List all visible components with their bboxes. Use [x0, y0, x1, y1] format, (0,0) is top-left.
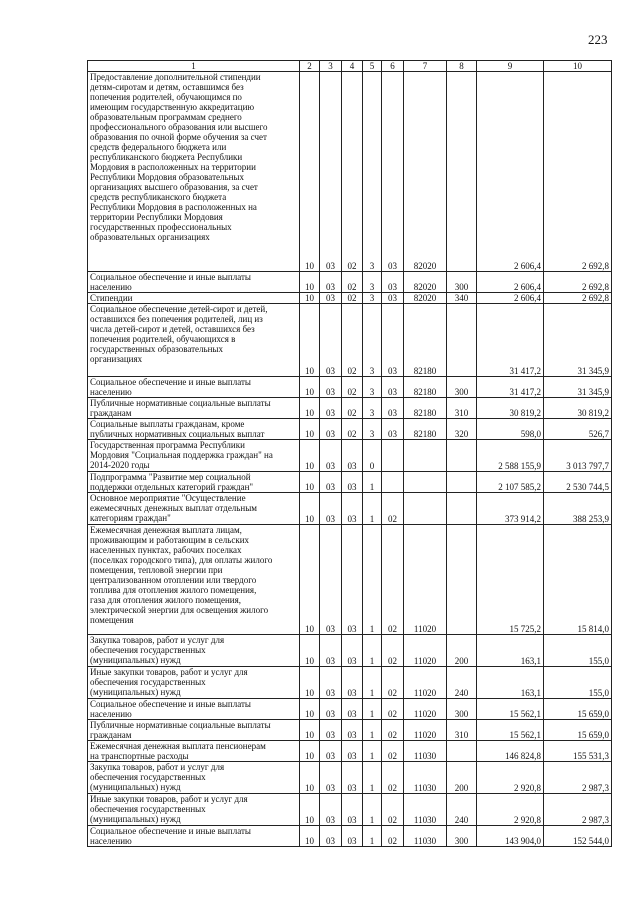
subsection-cell: 03	[320, 272, 342, 293]
subsection-cell: 03	[320, 398, 342, 419]
activity-cell: 03	[382, 377, 404, 398]
direction-cell: 82180	[404, 398, 447, 419]
program-cell: 1	[363, 667, 382, 699]
program-cell: 3	[363, 293, 382, 304]
expense-type-cell	[447, 472, 477, 493]
header-cell: 9	[477, 61, 544, 72]
target-article-cell: 02	[342, 419, 363, 440]
amount-2020-cell: 2 987,3	[544, 794, 612, 826]
header-cell: 4	[342, 61, 363, 72]
target-article-cell: 03	[342, 667, 363, 699]
amount-2019-cell: 143 904,0	[477, 826, 544, 847]
section-cell: 10	[300, 794, 320, 826]
header-cell: 10	[544, 61, 612, 72]
item-name-cell: Ежемесячная денежная выплата лицам, проживающим и работающим в сельских населенных пунктах, рабочих поселках (поселках городского типа), для оплаты жилого помещения, тепловой энергии при централизованном отоплении или твердого топлива для отопления жилого помещения, газа для отопления жилого помещения, электрической энергии для освещения жилого помещения	[88, 525, 300, 635]
table-row	[88, 762, 612, 794]
amount-2019-cell: 373 914,2	[477, 493, 544, 525]
target-article-cell: 03	[342, 720, 363, 741]
program-cell: 1	[363, 762, 382, 794]
activity-cell: 03	[382, 419, 404, 440]
activity-cell: 03	[382, 293, 404, 304]
section-cell: 10	[300, 304, 320, 377]
section-cell: 10	[300, 377, 320, 398]
section-cell: 10	[300, 293, 320, 304]
item-name-cell: Социальное обеспечение детей-сирот и детей, оставшихся без попечения родителей, лиц из числа детей-сирот и детей, оставшихся без попечения родителей, обучающихся в государственных образовательных организациях	[88, 304, 300, 377]
program-cell: 3	[363, 419, 382, 440]
amount-2020-cell: 30 819,2	[544, 398, 612, 419]
table-row	[88, 419, 612, 440]
table-row	[88, 398, 612, 419]
subsection-cell: 03	[320, 525, 342, 635]
target-article-cell: 03	[342, 794, 363, 826]
table-row	[88, 472, 612, 493]
header-cell: 3	[320, 61, 342, 72]
activity-cell: 03	[382, 72, 404, 272]
activity-cell: 02	[382, 762, 404, 794]
item-name-cell: Предоставление дополнительной стипендии детям-сиротам и детям, оставшимся без попечения родителей, обучающимся по имеющим государственную аккредитацию образовательным программам среднего профессионального образования или высшего образования по очной форме обучения за счет средств федерального бюджета или республиканского бюджета Республики Мордовия в расположенных на территории Республики Мордовия образовательных организациях высшего образования, за счет средств республиканского бюджета Республики Мордовия в расположенных на территории Республики Мордовия государственных профессиональных образовательных организациях	[88, 72, 300, 272]
direction-cell: 82180	[404, 419, 447, 440]
amount-2020-cell: 526,7	[544, 419, 612, 440]
section-cell: 10	[300, 762, 320, 794]
subsection-cell: 03	[320, 72, 342, 272]
direction-cell: 11020	[404, 720, 447, 741]
activity-cell	[382, 440, 404, 472]
header-cell: 7	[404, 61, 447, 72]
amount-2019-cell: 2 606,4	[477, 272, 544, 293]
program-cell: 3	[363, 398, 382, 419]
table-row	[88, 635, 612, 667]
table-row	[88, 699, 612, 720]
direction-cell	[404, 493, 447, 525]
program-cell: 1	[363, 794, 382, 826]
section-cell: 10	[300, 440, 320, 472]
item-name-cell: Основное мероприятие "Осуществление ежемесячных денежных выплат отдельным категориям граждан"	[88, 493, 300, 525]
amount-2019-cell: 2 606,4	[477, 293, 544, 304]
section-cell: 10	[300, 741, 320, 762]
target-article-cell: 02	[342, 272, 363, 293]
target-article-cell: 02	[342, 304, 363, 377]
section-cell: 10	[300, 398, 320, 419]
header-cell: 1	[88, 61, 300, 72]
section-cell: 10	[300, 72, 320, 272]
table-row	[88, 794, 612, 826]
section-cell: 10	[300, 472, 320, 493]
item-name-cell: Социальное обеспечение и иные выплаты населению	[88, 272, 300, 293]
item-name-cell: Закупка товаров, работ и услуг для обеспечения государственных (муниципальных) нужд	[88, 635, 300, 667]
table-row	[88, 525, 612, 635]
amount-2020-cell: 152 544,0	[544, 826, 612, 847]
program-cell: 1	[363, 493, 382, 525]
table-header-row	[88, 61, 612, 72]
item-name-cell: Публичные нормативные социальные выплаты гражданам	[88, 720, 300, 741]
amount-2020-cell: 2 692,8	[544, 293, 612, 304]
target-article-cell: 03	[342, 440, 363, 472]
expense-type-cell	[447, 525, 477, 635]
target-article-cell: 03	[342, 525, 363, 635]
target-article-cell: 03	[342, 472, 363, 493]
item-name-cell: Ежемесячная денежная выплата пенсионерам на транспортные расходы	[88, 741, 300, 762]
subsection-cell: 03	[320, 304, 342, 377]
item-name-cell: Публичные нормативные социальные выплаты гражданам	[88, 398, 300, 419]
amount-2020-cell: 31 345,9	[544, 377, 612, 398]
expense-type-cell: 340	[447, 293, 477, 304]
amount-2019-cell: 31 417,2	[477, 377, 544, 398]
table-row	[88, 741, 612, 762]
amount-2019-cell: 163,1	[477, 667, 544, 699]
amount-2020-cell: 2 692,8	[544, 72, 612, 272]
section-cell: 10	[300, 525, 320, 635]
expense-type-cell: 200	[447, 635, 477, 667]
program-cell: 3	[363, 377, 382, 398]
expense-type-cell	[447, 304, 477, 377]
header-cell: 2	[300, 61, 320, 72]
budget-table	[87, 60, 612, 847]
subsection-cell: 03	[320, 720, 342, 741]
direction-cell: 11020	[404, 525, 447, 635]
amount-2020-cell: 388 253,9	[544, 493, 612, 525]
subsection-cell: 03	[320, 794, 342, 826]
program-cell: 1	[363, 826, 382, 847]
expense-type-cell: 300	[447, 272, 477, 293]
amount-2019-cell: 15 725,2	[477, 525, 544, 635]
expense-type-cell	[447, 493, 477, 525]
expense-type-cell: 310	[447, 720, 477, 741]
subsection-cell: 03	[320, 667, 342, 699]
item-name-cell: Закупка товаров, работ и услуг для обеспечения государственных (муниципальных) нужд	[88, 762, 300, 794]
table-row	[88, 293, 612, 304]
section-cell: 10	[300, 272, 320, 293]
amount-2020-cell: 15 659,0	[544, 720, 612, 741]
direction-cell: 82020	[404, 272, 447, 293]
item-name-cell: Государственная программа Республики Мордовия "Социальная поддержка граждан" на 2014-2020 годы	[88, 440, 300, 472]
subsection-cell: 03	[320, 699, 342, 720]
amount-2019-cell: 15 562,1	[477, 720, 544, 741]
expense-type-cell: 240	[447, 794, 477, 826]
direction-cell: 11020	[404, 699, 447, 720]
amount-2020-cell: 15 659,0	[544, 699, 612, 720]
amount-2020-cell: 2 692,8	[544, 272, 612, 293]
expense-type-cell: 200	[447, 762, 477, 794]
amount-2019-cell: 2 588 155,9	[477, 440, 544, 472]
direction-cell	[404, 440, 447, 472]
header-cell: 5	[363, 61, 382, 72]
amount-2019-cell: 15 562,1	[477, 699, 544, 720]
amount-2020-cell: 15 814,0	[544, 525, 612, 635]
direction-cell: 82180	[404, 377, 447, 398]
amount-2020-cell: 2 987,3	[544, 762, 612, 794]
target-article-cell: 02	[342, 293, 363, 304]
item-name-cell: Социальное обеспечение и иные выплаты населению	[88, 377, 300, 398]
activity-cell: 03	[382, 304, 404, 377]
direction-cell: 11030	[404, 794, 447, 826]
amount-2020-cell: 3 013 797,7	[544, 440, 612, 472]
section-cell: 10	[300, 635, 320, 667]
program-cell: 1	[363, 741, 382, 762]
target-article-cell: 02	[342, 377, 363, 398]
section-cell: 10	[300, 493, 320, 525]
item-name-cell: Социальное обеспечение и иные выплаты населению	[88, 699, 300, 720]
program-cell: 3	[363, 272, 382, 293]
item-name-cell: Социальные выплаты гражданам, кроме публичных нормативных социальных выплат	[88, 419, 300, 440]
program-cell: 1	[363, 525, 382, 635]
page-number: 223	[588, 32, 608, 47]
activity-cell: 02	[382, 794, 404, 826]
target-article-cell: 03	[342, 762, 363, 794]
section-cell: 10	[300, 699, 320, 720]
subsection-cell: 03	[320, 493, 342, 525]
amount-2020-cell: 155,0	[544, 667, 612, 699]
table-row	[88, 493, 612, 525]
target-article-cell: 03	[342, 741, 363, 762]
target-article-cell: 03	[342, 493, 363, 525]
direction-cell: 82180	[404, 304, 447, 377]
program-cell: 0	[363, 440, 382, 472]
subsection-cell: 03	[320, 635, 342, 667]
target-article-cell: 03	[342, 699, 363, 720]
expense-type-cell	[447, 72, 477, 272]
amount-2019-cell: 2 920,8	[477, 762, 544, 794]
activity-cell: 02	[382, 699, 404, 720]
activity-cell: 03	[382, 272, 404, 293]
amount-2019-cell: 2 920,8	[477, 794, 544, 826]
amount-2020-cell: 155,0	[544, 635, 612, 667]
direction-cell: 82020	[404, 72, 447, 272]
table-row	[88, 667, 612, 699]
program-cell: 1	[363, 699, 382, 720]
activity-cell: 02	[382, 667, 404, 699]
direction-cell: 11030	[404, 741, 447, 762]
expense-type-cell: 300	[447, 699, 477, 720]
direction-cell: 11030	[404, 826, 447, 847]
table-row	[88, 440, 612, 472]
amount-2019-cell: 2 107 585,2	[477, 472, 544, 493]
item-name-cell: Иные закупки товаров, работ и услуг для обеспечения государственных (муниципальных) нужд	[88, 667, 300, 699]
amount-2019-cell: 146 824,8	[477, 741, 544, 762]
table-row	[88, 826, 612, 847]
item-name-cell: Подпрограмма "Развитие мер социальной поддержки отдельных категорий граждан"	[88, 472, 300, 493]
expense-type-cell	[447, 741, 477, 762]
program-cell: 1	[363, 720, 382, 741]
subsection-cell: 03	[320, 826, 342, 847]
section-cell: 10	[300, 419, 320, 440]
target-article-cell: 02	[342, 398, 363, 419]
amount-2019-cell: 30 819,2	[477, 398, 544, 419]
item-name-cell: Стипендии	[88, 293, 300, 304]
subsection-cell: 03	[320, 440, 342, 472]
direction-cell: 82020	[404, 293, 447, 304]
expense-type-cell: 300	[447, 826, 477, 847]
table-row	[88, 304, 612, 377]
target-article-cell: 03	[342, 635, 363, 667]
subsection-cell: 03	[320, 377, 342, 398]
section-cell: 10	[300, 720, 320, 741]
activity-cell: 02	[382, 741, 404, 762]
subsection-cell: 03	[320, 762, 342, 794]
expense-type-cell: 320	[447, 419, 477, 440]
subsection-cell: 03	[320, 293, 342, 304]
table-row	[88, 72, 612, 272]
direction-cell: 11030	[404, 762, 447, 794]
amount-2020-cell: 155 531,3	[544, 741, 612, 762]
target-article-cell: 03	[342, 826, 363, 847]
table-body	[88, 72, 612, 847]
item-name-cell: Социальное обеспечение и иные выплаты населению	[88, 826, 300, 847]
table-row	[88, 377, 612, 398]
program-cell: 3	[363, 72, 382, 272]
program-cell: 1	[363, 635, 382, 667]
header-cell: 8	[447, 61, 477, 72]
section-cell: 10	[300, 826, 320, 847]
activity-cell: 02	[382, 493, 404, 525]
table-row	[88, 272, 612, 293]
item-name-cell: Иные закупки товаров, работ и услуг для обеспечения государственных (муниципальных) нужд	[88, 794, 300, 826]
activity-cell: 02	[382, 826, 404, 847]
header-cell: 6	[382, 61, 404, 72]
expense-type-cell	[447, 440, 477, 472]
activity-cell	[382, 472, 404, 493]
amount-2020-cell: 31 345,9	[544, 304, 612, 377]
amount-2019-cell: 163,1	[477, 635, 544, 667]
subsection-cell: 03	[320, 741, 342, 762]
activity-cell: 02	[382, 635, 404, 667]
activity-cell: 03	[382, 398, 404, 419]
direction-cell: 11020	[404, 667, 447, 699]
amount-2019-cell: 2 606,4	[477, 72, 544, 272]
program-cell: 1	[363, 472, 382, 493]
table-row	[88, 720, 612, 741]
amount-2019-cell: 31 417,2	[477, 304, 544, 377]
activity-cell: 02	[382, 720, 404, 741]
program-cell: 3	[363, 304, 382, 377]
direction-cell: 11020	[404, 635, 447, 667]
amount-2019-cell: 598,0	[477, 419, 544, 440]
expense-type-cell: 240	[447, 667, 477, 699]
subsection-cell: 03	[320, 419, 342, 440]
expense-type-cell: 300	[447, 377, 477, 398]
section-cell: 10	[300, 667, 320, 699]
subsection-cell: 03	[320, 472, 342, 493]
target-article-cell: 02	[342, 72, 363, 272]
direction-cell	[404, 472, 447, 493]
amount-2020-cell: 2 530 744,5	[544, 472, 612, 493]
activity-cell: 02	[382, 525, 404, 635]
expense-type-cell: 310	[447, 398, 477, 419]
